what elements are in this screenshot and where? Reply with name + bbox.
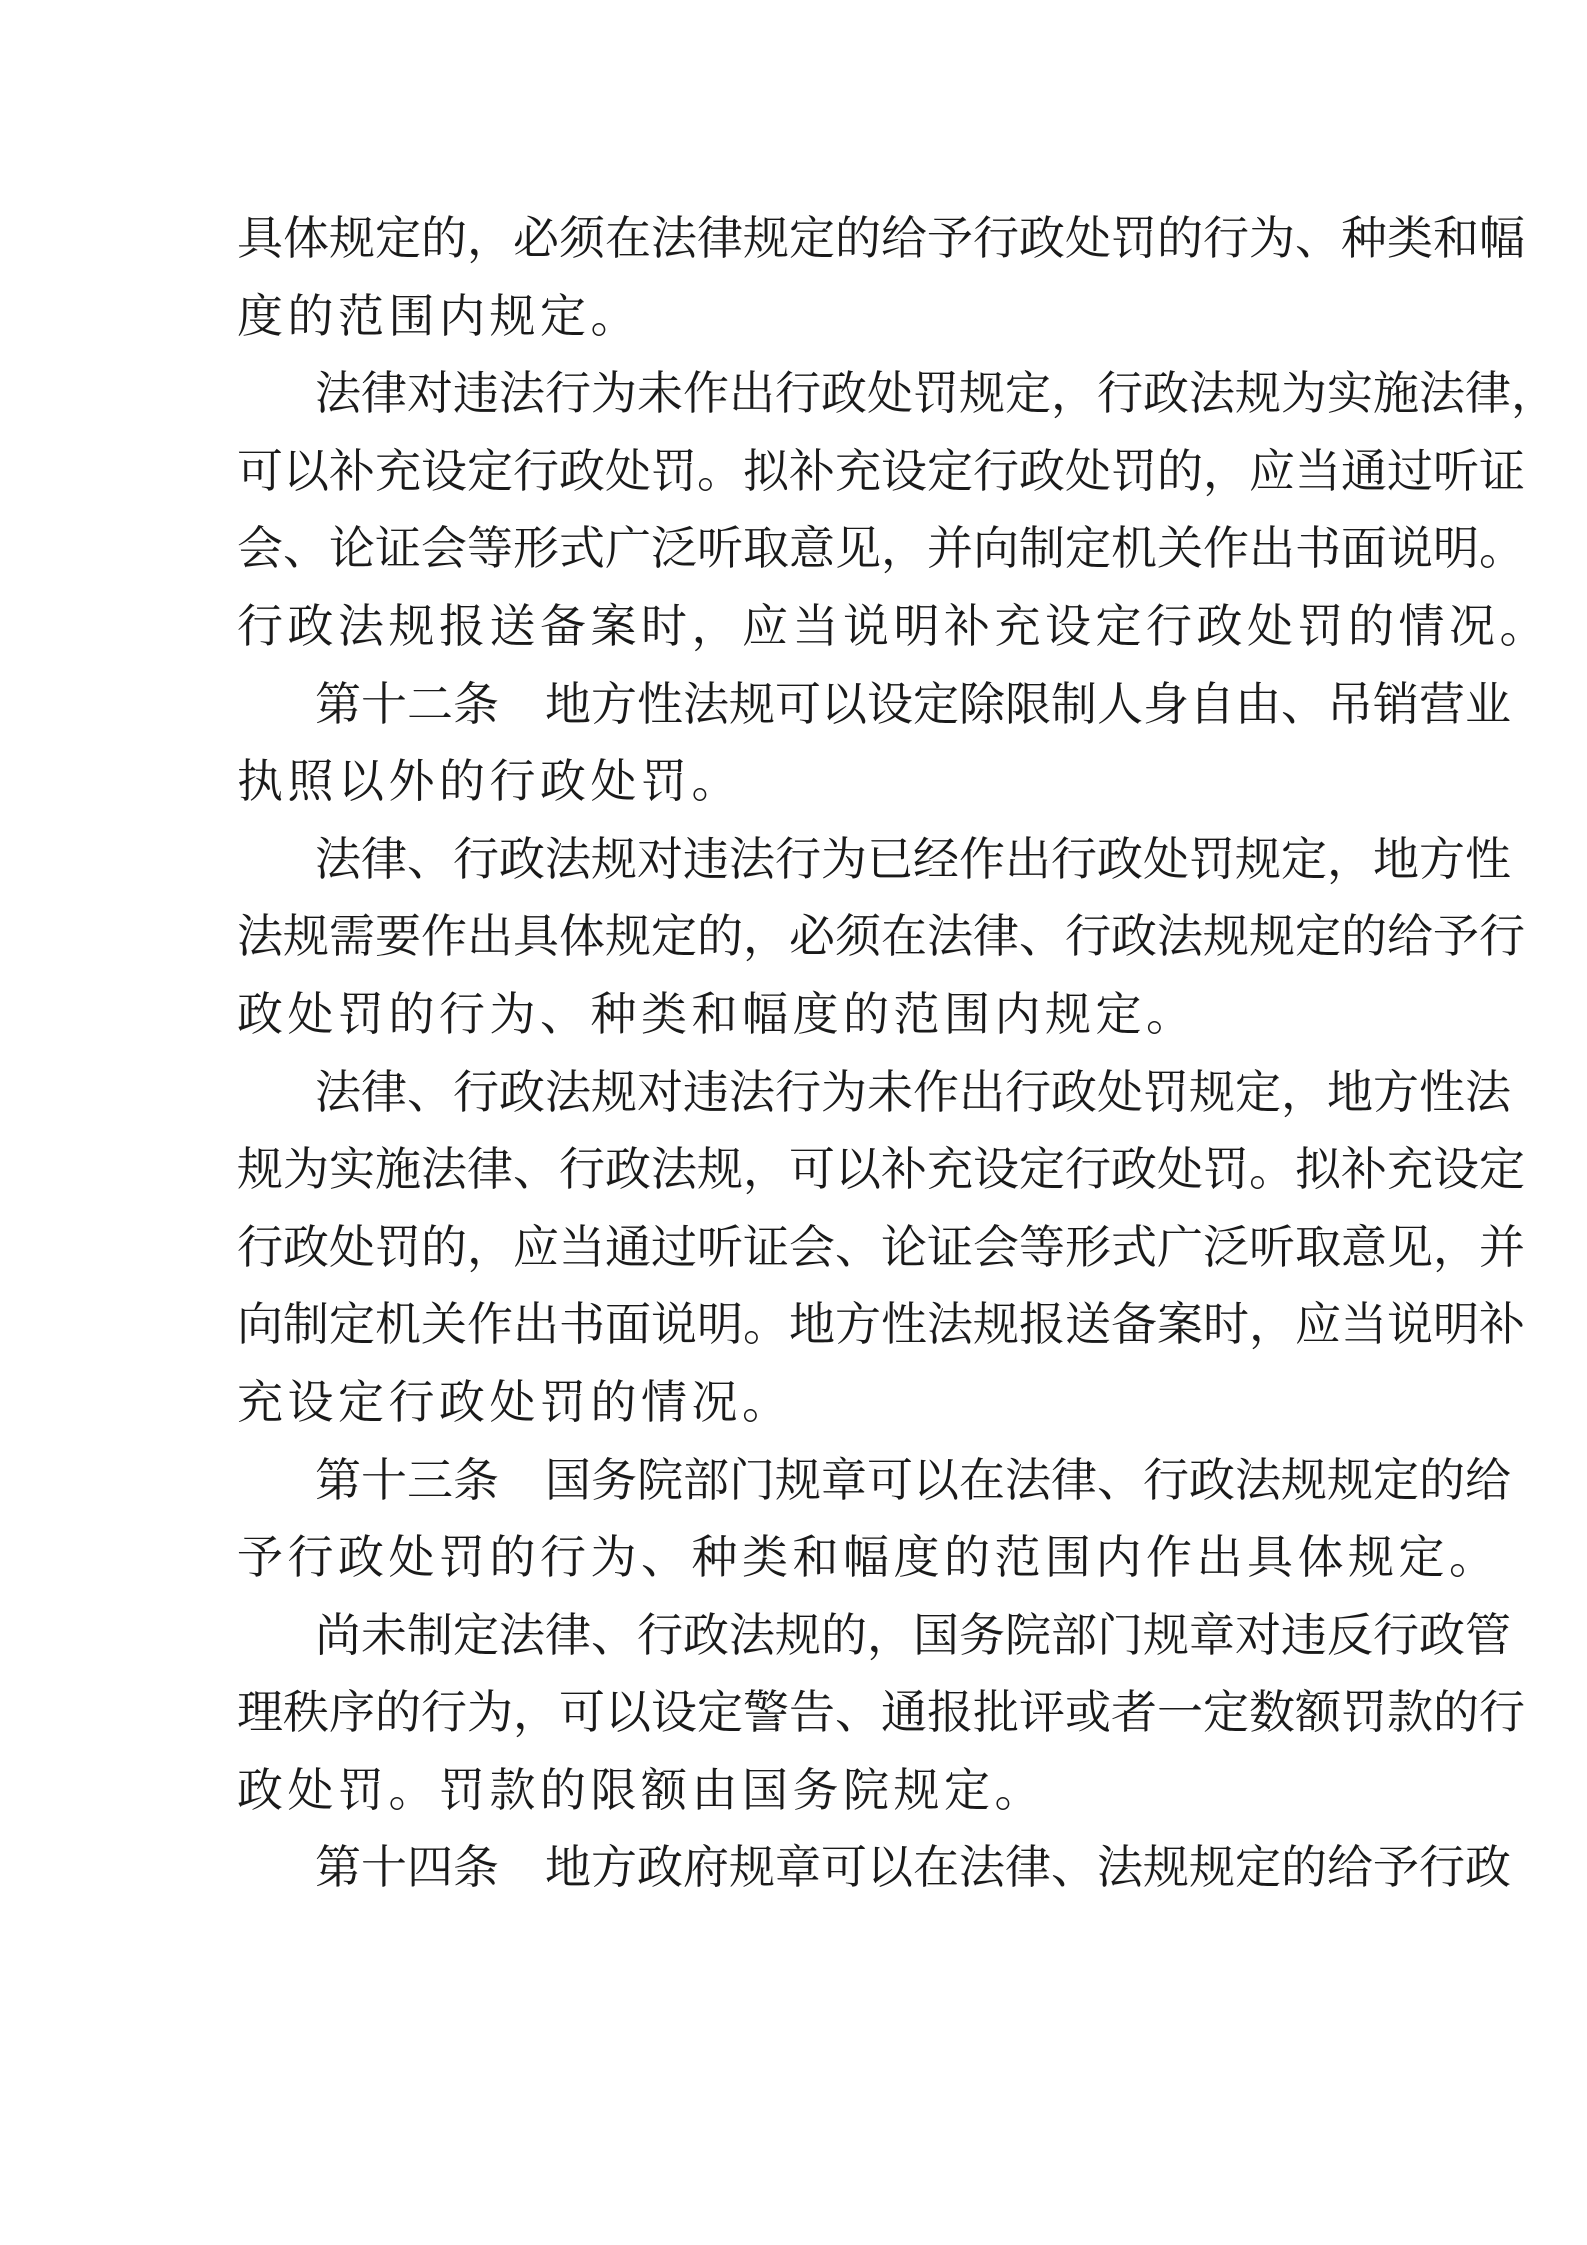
paragraph-start: 尚未制定法律、行政法规的，国务院部门规章对违反行政管 (315, 1607, 1511, 1662)
text-line: 具体规定的，必须在法律规定的给予行政处罚的行为、种类和幅 (237, 211, 1525, 265)
paragraph-start: 法律、行政法规对违法行为已经作出行政处罚规定，地方性 (315, 831, 1511, 886)
text-line: 会、论证会等形式广泛听取意见，并向制定机关作出书面说明。 (237, 521, 1525, 576)
text-line: 政处罚的行为、种类和幅度的范围内规定。 (237, 986, 1197, 1041)
text-line: 理秩序的行为，可以设定警告、通报批评或者一定数额罚款的行 (237, 1685, 1525, 1740)
text-line: 规为实施法律、行政法规，可以补充设定行政处罚。拟补充设定 (237, 1142, 1525, 1197)
text-line: 行政法规报送备案时，应当说明补充设定行政处罚的情况。 (237, 598, 1550, 653)
text-line: 政处罚。罚款的限额由国务院规定。 (237, 1762, 1045, 1817)
article-13-heading-line: 第十三条 国务院部门规章可以在法律、行政法规规定的给 (315, 1452, 1511, 1507)
text-line: 向制定机关作出书面说明。地方性法规报送备案时，应当说明补 (237, 1297, 1525, 1352)
article-14-heading-line: 第十四条 地方政府规章可以在法律、法规规定的给予行政 (315, 1840, 1511, 1895)
text-line: 予行政处罚的行为、种类和幅度的范围内作出具体规定。 (237, 1530, 1500, 1585)
document-page (237, 200, 1557, 1907)
text-line: 行政处罚的，应当通过听证会、论证会等形式广泛听取意见，并 (237, 1219, 1525, 1274)
paragraph-start: 法律、行政法规对违法行为未作出行政处罚规定，地方性法 (315, 1064, 1511, 1119)
text-line: 执照以外的行政处罚。 (237, 754, 742, 809)
text-line: 法规需要作出具体规定的，必须在法律、行政法规规定的给予行 (237, 909, 1525, 964)
text-line: 可以补充设定行政处罚。拟补充设定行政处罚的，应当通过听证 (237, 443, 1525, 498)
text-line: 度的范围内规定。 (237, 288, 641, 343)
paragraph-start: 法律对违法行为未作出行政处罚规定，行政法规为实施法律， (315, 366, 1557, 421)
text-line: 充设定行政处罚的情况。 (237, 1374, 793, 1429)
article-12-heading-line: 第十二条 地方性法规可以设定除限制人身自由、吊销营业 (315, 676, 1511, 731)
